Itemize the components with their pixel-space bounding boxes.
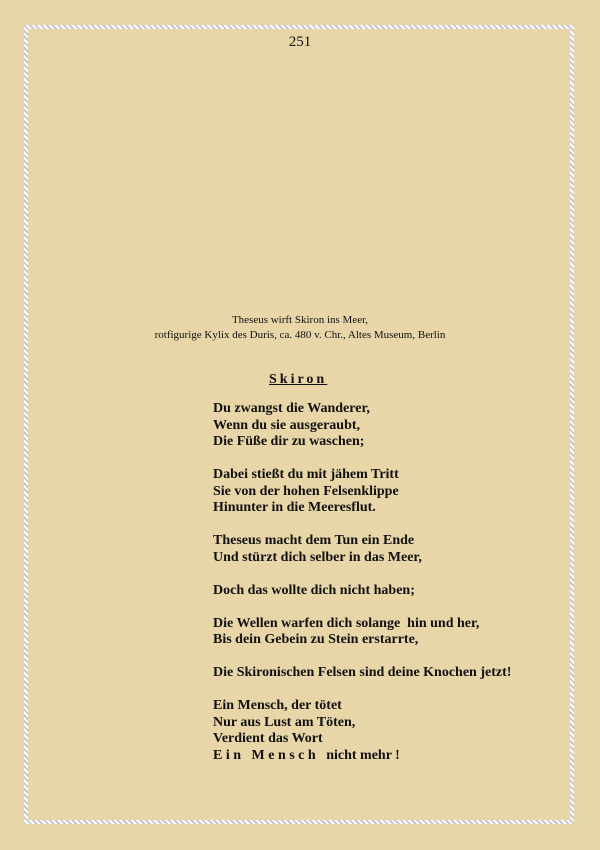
stanza — [213, 665, 511, 682]
poem-line: Die Wellen warfen dich solange hin und her, — [213, 615, 480, 631]
last-line-rest: nicht mehr ! — [319, 747, 400, 763]
poem-line: Und stürzt dich selber in das Meer, — [213, 549, 422, 565]
poem-line: Hinunter in die Meeresflut. — [213, 500, 376, 515]
poem-body — [213, 401, 511, 781]
poem-line: Ein Mensch, der tötet — [213, 698, 342, 713]
caption-line-2: rotfigurige Kylix des Duris, ca. 480 v. Chr., Altes Museum, Berlin — [154, 329, 446, 341]
stanza — [213, 467, 511, 517]
poem-line: Doch das wollte dich nicht haben; — [213, 582, 415, 598]
spaced-phrase: Ein Mensch — [213, 747, 320, 763]
poem-line: Wenn du sie ausgeraubt, — [213, 417, 361, 433]
stanza — [213, 401, 511, 451]
poem-line: Dabei stießt du mit jähem Tritt — [213, 467, 399, 482]
page-number: 251 — [288, 34, 312, 50]
image-caption — [0, 313, 600, 343]
stanza — [213, 698, 511, 764]
poem-line: Theseus macht dem Tun ein Ende — [213, 533, 415, 548]
stanza — [213, 533, 511, 566]
poem-line: Sie von der hohen Felsenklippe — [213, 483, 399, 499]
stanza — [213, 616, 511, 649]
poem-line: Bis dein Gebein zu Stein erstarrte, — [213, 632, 419, 647]
poem-last-line — [213, 748, 511, 765]
poem-title: Skiron — [269, 372, 328, 387]
caption-line-1: Theseus wirft Skiron ins Meer, — [231, 314, 369, 326]
poem-line: Nur aus Lust am Töten, — [213, 714, 356, 730]
poem-line: Die Füße dir zu waschen; — [213, 434, 365, 449]
poem-line: Die Skironischen Felsen sind deine Knochen jetzt! — [213, 665, 512, 680]
poem-line: Du zwangst die Wanderer, — [213, 401, 370, 416]
stanza — [213, 583, 511, 600]
poem-line: Verdient das Wort — [213, 731, 323, 746]
